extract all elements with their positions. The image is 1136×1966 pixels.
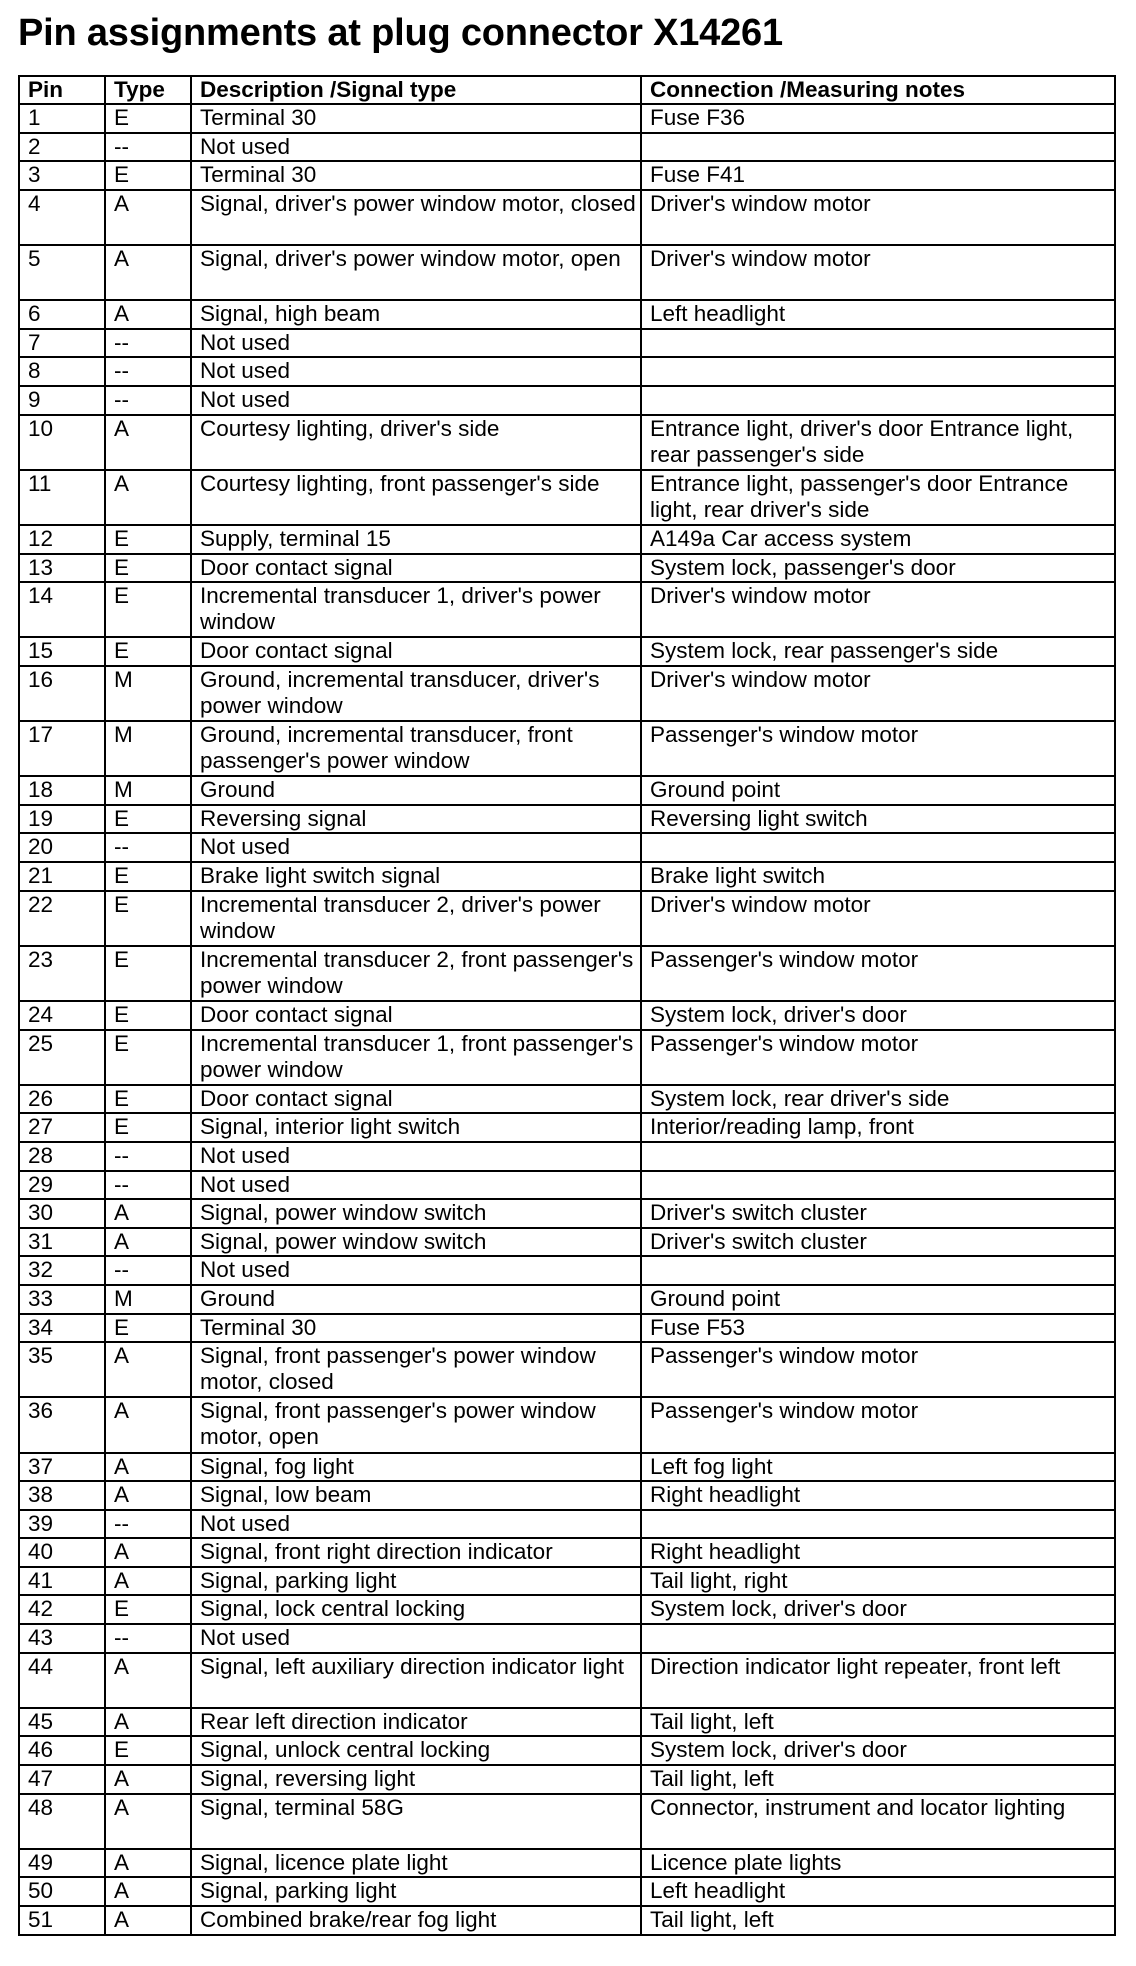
cell-pin: 18 xyxy=(19,776,105,805)
table-row xyxy=(19,1199,1115,1228)
cell-pin: 2 xyxy=(19,133,105,162)
cell-type: A xyxy=(105,1877,191,1906)
cell-type: A xyxy=(105,1453,191,1482)
cell-connection xyxy=(641,1171,1115,1200)
cell-type: E xyxy=(105,554,191,583)
cell-type: -- xyxy=(105,133,191,162)
cell-type: A xyxy=(105,1765,191,1794)
cell-pin: 42 xyxy=(19,1595,105,1624)
cell-type: M xyxy=(105,1285,191,1314)
cell-pin: 14 xyxy=(19,582,105,637)
cell-type: -- xyxy=(105,329,191,358)
cell-description: Signal, front passenger's power window motor, open xyxy=(191,1397,641,1452)
cell-connection: Tail light, left xyxy=(641,1906,1115,1935)
cell-pin: 36 xyxy=(19,1397,105,1452)
cell-pin: 17 xyxy=(19,721,105,776)
cell-pin: 6 xyxy=(19,300,105,329)
table-row xyxy=(19,862,1115,891)
cell-description: Not used xyxy=(191,1171,641,1200)
cell-pin: 7 xyxy=(19,329,105,358)
table-row xyxy=(19,833,1115,862)
cell-pin: 35 xyxy=(19,1342,105,1397)
cell-connection: Driver's window motor xyxy=(641,245,1115,300)
cell-connection: Driver's switch cluster xyxy=(641,1199,1115,1228)
cell-type: A xyxy=(105,1228,191,1257)
cell-type: A xyxy=(105,190,191,245)
cell-type: -- xyxy=(105,1171,191,1200)
cell-description: Courtesy lighting, driver's side xyxy=(191,415,641,470)
cell-description: Signal, low beam xyxy=(191,1481,641,1510)
cell-pin: 47 xyxy=(19,1765,105,1794)
cell-pin: 41 xyxy=(19,1567,105,1596)
cell-description: Signal, reversing light xyxy=(191,1765,641,1794)
cell-description: Terminal 30 xyxy=(191,161,641,190)
cell-connection: System lock, driver's door xyxy=(641,1736,1115,1765)
cell-description: Reversing signal xyxy=(191,805,641,834)
cell-connection xyxy=(641,1142,1115,1171)
cell-connection: Right headlight xyxy=(641,1481,1115,1510)
table-row xyxy=(19,1765,1115,1794)
cell-description: Signal, driver's power window motor, closed xyxy=(191,190,641,245)
cell-pin: 43 xyxy=(19,1624,105,1653)
cell-pin: 28 xyxy=(19,1142,105,1171)
cell-type: E xyxy=(105,525,191,554)
cell-description: Not used xyxy=(191,1624,641,1653)
table-row xyxy=(19,1708,1115,1737)
cell-type: A xyxy=(105,1342,191,1397)
cell-pin: 11 xyxy=(19,470,105,525)
cell-description: Supply, terminal 15 xyxy=(191,525,641,554)
cell-type: E xyxy=(105,946,191,1001)
cell-type: A xyxy=(105,1538,191,1567)
cell-description: Terminal 30 xyxy=(191,104,641,133)
cell-pin: 40 xyxy=(19,1538,105,1567)
cell-pin: 10 xyxy=(19,415,105,470)
table-row xyxy=(19,1653,1115,1708)
cell-pin: 22 xyxy=(19,891,105,946)
cell-type: E xyxy=(105,104,191,133)
cell-description: Signal, lock central locking xyxy=(191,1595,641,1624)
cell-description: Not used xyxy=(191,386,641,415)
cell-type: A xyxy=(105,245,191,300)
cell-pin: 33 xyxy=(19,1285,105,1314)
cell-pin: 38 xyxy=(19,1481,105,1510)
cell-description: Terminal 30 xyxy=(191,1314,641,1343)
page-title: Pin assignments at plug connector X14261 xyxy=(18,12,783,54)
cell-pin: 5 xyxy=(19,245,105,300)
cell-description: Incremental transducer 1, driver's power window xyxy=(191,582,641,637)
cell-description: Not used xyxy=(191,1142,641,1171)
cell-description: Not used xyxy=(191,133,641,162)
table-row xyxy=(19,1085,1115,1114)
table-row xyxy=(19,329,1115,358)
cell-pin: 34 xyxy=(19,1314,105,1343)
cell-type: -- xyxy=(105,1256,191,1285)
cell-type: A xyxy=(105,415,191,470)
cell-connection: Left fog light xyxy=(641,1453,1115,1482)
table-row xyxy=(19,1877,1115,1906)
table-row xyxy=(19,554,1115,583)
cell-connection: Connector, instrument and locator lighting xyxy=(641,1794,1115,1849)
cell-pin: 3 xyxy=(19,161,105,190)
cell-description: Signal, front right direction indicator xyxy=(191,1538,641,1567)
cell-type: E xyxy=(105,891,191,946)
column-header-description: Description /Signal type xyxy=(191,76,641,104)
cell-connection: Fuse F36 xyxy=(641,104,1115,133)
cell-type: A xyxy=(105,1653,191,1708)
cell-pin: 25 xyxy=(19,1030,105,1085)
pin-assignment-table xyxy=(18,75,1116,1936)
cell-connection: Tail light, left xyxy=(641,1765,1115,1794)
table-row xyxy=(19,190,1115,245)
cell-description: Not used xyxy=(191,1510,641,1539)
cell-description: Not used xyxy=(191,833,641,862)
table-row xyxy=(19,415,1115,470)
table-row xyxy=(19,1142,1115,1171)
cell-connection: Fuse F53 xyxy=(641,1314,1115,1343)
cell-type: E xyxy=(105,1001,191,1030)
table-row xyxy=(19,1595,1115,1624)
table-body xyxy=(19,104,1115,1935)
table-row xyxy=(19,525,1115,554)
cell-pin: 31 xyxy=(19,1228,105,1257)
cell-description: Signal, front passenger's power window motor, closed xyxy=(191,1342,641,1397)
cell-type: E xyxy=(105,1113,191,1142)
cell-connection: System lock, passenger's door xyxy=(641,554,1115,583)
table-row xyxy=(19,1030,1115,1085)
cell-pin: 23 xyxy=(19,946,105,1001)
cell-connection: Brake light switch xyxy=(641,862,1115,891)
cell-description: Incremental transducer 2, front passenger's power window xyxy=(191,946,641,1001)
cell-connection: Passenger's window motor xyxy=(641,1397,1115,1452)
table-row xyxy=(19,1314,1115,1343)
cell-description: Ground, incremental transducer, driver's power window xyxy=(191,666,641,721)
cell-description: Signal, left auxiliary direction indicator light xyxy=(191,1653,641,1708)
cell-connection xyxy=(641,386,1115,415)
table-row xyxy=(19,1397,1115,1452)
cell-type: A xyxy=(105,1397,191,1452)
cell-connection: System lock, driver's door xyxy=(641,1001,1115,1030)
cell-connection: Tail light, right xyxy=(641,1567,1115,1596)
cell-description: Brake light switch signal xyxy=(191,862,641,891)
cell-connection: System lock, rear passenger's side xyxy=(641,637,1115,666)
table-row xyxy=(19,666,1115,721)
cell-type: E xyxy=(105,1595,191,1624)
cell-type: E xyxy=(105,862,191,891)
cell-description: Signal, fog light xyxy=(191,1453,641,1482)
cell-type: A xyxy=(105,1849,191,1878)
cell-description: Signal, terminal 58G xyxy=(191,1794,641,1849)
cell-type: E xyxy=(105,1314,191,1343)
cell-connection xyxy=(641,1256,1115,1285)
cell-description: Door contact signal xyxy=(191,1001,641,1030)
column-header-connection: Connection /Measuring notes xyxy=(641,76,1115,104)
cell-description: Signal, parking light xyxy=(191,1877,641,1906)
cell-connection: Driver's switch cluster xyxy=(641,1228,1115,1257)
cell-description: Ground xyxy=(191,776,641,805)
cell-pin: 15 xyxy=(19,637,105,666)
cell-connection: Passenger's window motor xyxy=(641,946,1115,1001)
cell-type: A xyxy=(105,1708,191,1737)
cell-pin: 8 xyxy=(19,357,105,386)
cell-connection: Ground point xyxy=(641,1285,1115,1314)
table-row xyxy=(19,133,1115,162)
table-row xyxy=(19,1171,1115,1200)
cell-description: Not used xyxy=(191,357,641,386)
table-row xyxy=(19,300,1115,329)
cell-description: Rear left direction indicator xyxy=(191,1708,641,1737)
cell-type: A xyxy=(105,470,191,525)
table-row xyxy=(19,1342,1115,1397)
cell-connection xyxy=(641,1510,1115,1539)
cell-pin: 21 xyxy=(19,862,105,891)
table-row xyxy=(19,1736,1115,1765)
cell-pin: 29 xyxy=(19,1171,105,1200)
cell-description: Signal, power window switch xyxy=(191,1199,641,1228)
table-row xyxy=(19,1256,1115,1285)
table-row xyxy=(19,582,1115,637)
cell-description: Signal, parking light xyxy=(191,1567,641,1596)
cell-pin: 37 xyxy=(19,1453,105,1482)
cell-description: Door contact signal xyxy=(191,1085,641,1114)
cell-connection: Interior/reading lamp, front xyxy=(641,1113,1115,1142)
cell-connection: Left headlight xyxy=(641,1877,1115,1906)
table-row xyxy=(19,637,1115,666)
cell-connection: System lock, rear driver's side xyxy=(641,1085,1115,1114)
cell-connection: Tail light, left xyxy=(641,1708,1115,1737)
cell-connection xyxy=(641,133,1115,162)
cell-pin: 32 xyxy=(19,1256,105,1285)
cell-description: Signal, high beam xyxy=(191,300,641,329)
cell-type: M xyxy=(105,666,191,721)
cell-description: Signal, interior light switch xyxy=(191,1113,641,1142)
cell-description: Combined brake/rear fog light xyxy=(191,1906,641,1935)
cell-type: -- xyxy=(105,833,191,862)
cell-connection: Passenger's window motor xyxy=(641,721,1115,776)
table-row xyxy=(19,1481,1115,1510)
cell-type: A xyxy=(105,1567,191,1596)
cell-description: Ground xyxy=(191,1285,641,1314)
cell-connection: Licence plate lights xyxy=(641,1849,1115,1878)
table-header-row xyxy=(19,76,1115,104)
cell-type: E xyxy=(105,582,191,637)
cell-type: E xyxy=(105,805,191,834)
cell-connection xyxy=(641,833,1115,862)
cell-description: Courtesy lighting, front passenger's side xyxy=(191,470,641,525)
cell-pin: 39 xyxy=(19,1510,105,1539)
cell-connection: Passenger's window motor xyxy=(641,1342,1115,1397)
cell-connection: Ground point xyxy=(641,776,1115,805)
cell-type: E xyxy=(105,1736,191,1765)
cell-description: Signal, power window switch xyxy=(191,1228,641,1257)
table-row xyxy=(19,891,1115,946)
table-row xyxy=(19,245,1115,300)
cell-type: -- xyxy=(105,1142,191,1171)
table-row xyxy=(19,1849,1115,1878)
cell-description: Ground, incremental transducer, front passenger's power window xyxy=(191,721,641,776)
table-row xyxy=(19,1285,1115,1314)
cell-type: E xyxy=(105,637,191,666)
cell-pin: 30 xyxy=(19,1199,105,1228)
cell-connection: Passenger's window motor xyxy=(641,1030,1115,1085)
cell-pin: 24 xyxy=(19,1001,105,1030)
cell-type: -- xyxy=(105,357,191,386)
cell-type: -- xyxy=(105,386,191,415)
cell-connection: System lock, driver's door xyxy=(641,1595,1115,1624)
cell-connection: Driver's window motor xyxy=(641,891,1115,946)
cell-connection: Left headlight xyxy=(641,300,1115,329)
table-row xyxy=(19,104,1115,133)
cell-pin: 48 xyxy=(19,1794,105,1849)
cell-description: Door contact signal xyxy=(191,637,641,666)
cell-type: E xyxy=(105,1030,191,1085)
cell-pin: 12 xyxy=(19,525,105,554)
cell-type: -- xyxy=(105,1624,191,1653)
table-row xyxy=(19,805,1115,834)
cell-pin: 13 xyxy=(19,554,105,583)
table-row xyxy=(19,1228,1115,1257)
cell-description: Signal, unlock central locking xyxy=(191,1736,641,1765)
table-row xyxy=(19,1453,1115,1482)
cell-connection: Driver's window motor xyxy=(641,666,1115,721)
cell-type: A xyxy=(105,1481,191,1510)
cell-type: A xyxy=(105,1906,191,1935)
cell-type: E xyxy=(105,1085,191,1114)
cell-connection: Fuse F41 xyxy=(641,161,1115,190)
cell-description: Door contact signal xyxy=(191,554,641,583)
cell-pin: 4 xyxy=(19,190,105,245)
table-row xyxy=(19,1538,1115,1567)
cell-description: Incremental transducer 2, driver's power window xyxy=(191,891,641,946)
cell-pin: 51 xyxy=(19,1906,105,1935)
cell-description: Signal, licence plate light xyxy=(191,1849,641,1878)
cell-connection: A149a Car access system xyxy=(641,525,1115,554)
cell-description: Not used xyxy=(191,1256,641,1285)
cell-type: A xyxy=(105,300,191,329)
table-row xyxy=(19,1113,1115,1142)
cell-description: Incremental transducer 1, front passenger's power window xyxy=(191,1030,641,1085)
cell-connection: Driver's window motor xyxy=(641,190,1115,245)
table-row xyxy=(19,776,1115,805)
table-row xyxy=(19,470,1115,525)
cell-type: M xyxy=(105,776,191,805)
column-header-pin: Pin xyxy=(19,76,105,104)
table-row xyxy=(19,1567,1115,1596)
cell-connection: Driver's window motor xyxy=(641,582,1115,637)
cell-pin: 16 xyxy=(19,666,105,721)
cell-connection: Right headlight xyxy=(641,1538,1115,1567)
cell-connection: Reversing light switch xyxy=(641,805,1115,834)
cell-connection xyxy=(641,357,1115,386)
cell-description: Not used xyxy=(191,329,641,358)
table-row xyxy=(19,1906,1115,1935)
table-row xyxy=(19,161,1115,190)
cell-pin: 27 xyxy=(19,1113,105,1142)
cell-description: Signal, driver's power window motor, open xyxy=(191,245,641,300)
table-row xyxy=(19,721,1115,776)
cell-pin: 46 xyxy=(19,1736,105,1765)
table-row xyxy=(19,386,1115,415)
column-header-type: Type xyxy=(105,76,191,104)
cell-connection: Direction indicator light repeater, front left xyxy=(641,1653,1115,1708)
cell-pin: 44 xyxy=(19,1653,105,1708)
cell-pin: 26 xyxy=(19,1085,105,1114)
cell-connection xyxy=(641,329,1115,358)
cell-type: -- xyxy=(105,1510,191,1539)
cell-connection: Entrance light, passenger's door Entrance light, rear driver's side xyxy=(641,470,1115,525)
table-row xyxy=(19,1794,1115,1849)
cell-pin: 20 xyxy=(19,833,105,862)
cell-pin: 50 xyxy=(19,1877,105,1906)
cell-connection: Entrance light, driver's door Entrance light, rear passenger's side xyxy=(641,415,1115,470)
cell-pin: 45 xyxy=(19,1708,105,1737)
table-row xyxy=(19,1624,1115,1653)
cell-pin: 1 xyxy=(19,104,105,133)
cell-pin: 19 xyxy=(19,805,105,834)
cell-type: A xyxy=(105,1199,191,1228)
table-row xyxy=(19,1510,1115,1539)
cell-connection xyxy=(641,1624,1115,1653)
table-row xyxy=(19,357,1115,386)
cell-type: E xyxy=(105,161,191,190)
cell-pin: 49 xyxy=(19,1849,105,1878)
cell-type: M xyxy=(105,721,191,776)
table-row xyxy=(19,946,1115,1001)
cell-type: A xyxy=(105,1794,191,1849)
cell-pin: 9 xyxy=(19,386,105,415)
table-row xyxy=(19,1001,1115,1030)
